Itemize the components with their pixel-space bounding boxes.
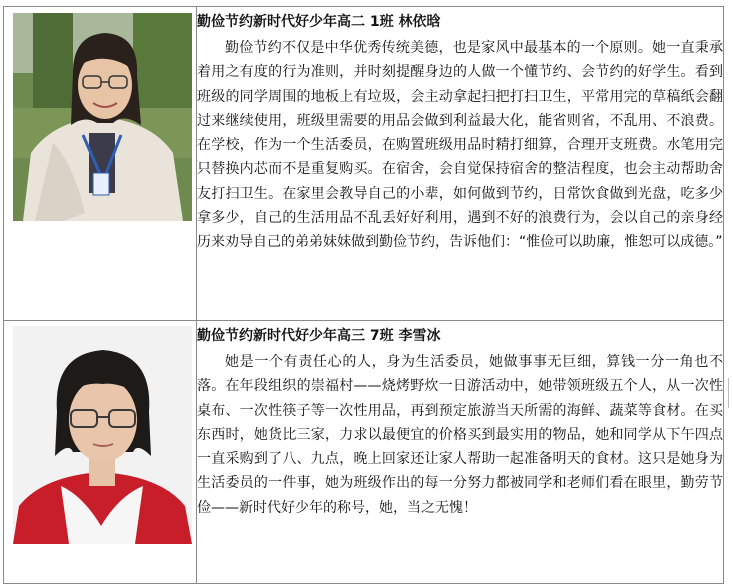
profile-paragraph: 她是一个有责任心的人，身为生活委员，她做事事无巨细，算钱一分一角也不落。在年段组织的崇福村——烧烤野炊一日游活动中，她带领班级五个人，从一次性桌布、一次性筷子等一次性用品，再到预定旅游当天所需的海鲜、蔬菜等食材。在买东西时，她货比三家，力求以最便宜的价格买到最实用的物品，她和同学从下午四点一直采购到了八、九点，晚上回家还让家人帮助一起准备明天的食材。这只是她身为生活委员的一件事，她为班级作出的每一分努力都被同学和老师们看在眼里，勤劳节俭——新时代好少年的称号，她，当之无愧！ (197, 354, 723, 516)
profile-title: 勤俭节约新时代好少年高二 1班 林依晗 (197, 14, 441, 30)
student-photo-li (13, 326, 192, 544)
profile-row (4, 7, 724, 321)
profile-description (197, 350, 723, 520)
profile-paragraph: 勤俭节约不仅是中华优秀传统美德，也是家风中最基本的一个原则。她一直秉承着用之有度的行为准则，并时刻提醒身边的人做一个懂节约、会节约的好学生。看到班级的同学周围的地板上有垃圾，会主动拿起扫把打扫卫生，平常用完的草稿纸会翻过来继续使用，班级里需要的用品会做到利益最大化，能省则省，不乱用、不浪费。在学校，作为一个生活委员，在购置班级用品时精打细算，合理开支班费。水笔用完只替换内芯而不是重复购买。在宿舍，会自觉保持宿舍的整洁程度，也会主动帮助舍友打扫卫生。在家里会教导自己的小辈，如何做到节约，日常饮食做到光盘，吃多少拿多少，自己的生活用品不乱丢好好利用，遇到不好的浪费行为，会以自己的亲身经历来劝导自己的弟弟妹妹做到勤俭节约，告诉他们：“惟俭可以助廉，惟恕可以成德。” (197, 40, 723, 251)
student-photo-lin (13, 13, 192, 221)
text-cell (197, 7, 724, 321)
photo-cell (4, 7, 197, 321)
profile-row (4, 321, 724, 584)
text-cell (197, 321, 724, 584)
page-edge-marker (728, 378, 733, 408)
profile-title: 勤俭节约新时代好少年高三 7班 李雪冰 (197, 328, 441, 344)
student-photo-li-image (13, 326, 192, 544)
profile-table (3, 6, 724, 584)
student-photo-lin-image (13, 13, 192, 221)
profile-description (197, 36, 723, 255)
photo-cell (4, 321, 197, 584)
